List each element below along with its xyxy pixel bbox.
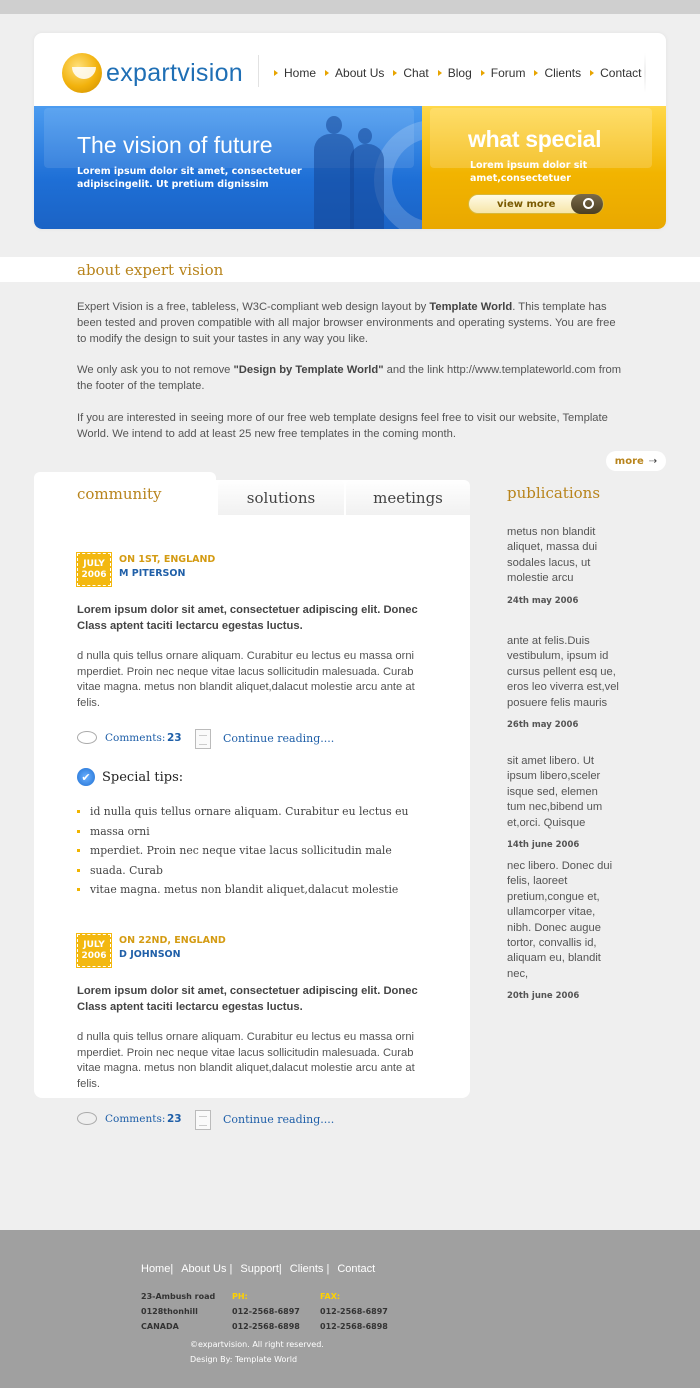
- continue-reading-link[interactable]: Continue reading....: [223, 732, 335, 745]
- comment-icon: [77, 731, 97, 744]
- comment-icon: [77, 1112, 97, 1125]
- brand-name: expartvision: [106, 58, 243, 87]
- arrow-icon: [274, 70, 278, 76]
- date-stamp: JULY 2006: [77, 553, 111, 586]
- list-item: suada. Curab: [77, 861, 437, 881]
- hero-banner: [34, 106, 666, 229]
- banner-title: The vision of future: [77, 132, 273, 158]
- footer-link-contact[interactable]: Contact: [337, 1263, 376, 1275]
- top-strip: [0, 0, 700, 14]
- list-item: massa orni: [77, 822, 437, 842]
- tab-solutions[interactable]: solutions: [218, 480, 344, 515]
- publication-item[interactable]: sit amet libero. Ut ipsum libero,sceler isque sed, elemen tum nec,bibend um et,orci. Quisque 14th june 2006: [507, 754, 619, 850]
- footer-link-home[interactable]: Home|: [141, 1263, 174, 1275]
- special-text: Lorem ipsum dolor sit amet,consectetuer: [470, 160, 588, 184]
- comments-link[interactable]: Comments:: [105, 732, 166, 744]
- about-paragraph: Expert Vision is a free, tableless, W3C-compliant web design layout by Template World. This template has been tested and proven compatible with all major browser environments and operating systems. You are free to modify the design to suit your tastes in any way you like.: [77, 301, 616, 345]
- arrow-icon: [590, 70, 594, 76]
- nav-home[interactable]: Home: [274, 66, 316, 80]
- post-lead: Lorem ipsum dolor sit amet, consectetuer adipiscing elit. Donec Class aptent taciti lectarcu egestas luctus.: [77, 985, 418, 1013]
- nav-blog[interactable]: Blog: [438, 66, 472, 80]
- footer-address: 23-Ambush road 0128thonhill CANADA: [141, 1292, 216, 1331]
- post-meta: [77, 1110, 432, 1130]
- tab-meetings[interactable]: meetings: [346, 480, 470, 515]
- logo-icon: [62, 53, 102, 93]
- post-author[interactable]: M PITERSON: [119, 568, 186, 579]
- comments-count: 23: [167, 1113, 182, 1125]
- post-body: d nulla quis tellus ornare aliquam. Curabitur eu lectus eu massa orni mperdiet. Proin nec neque vitae lacus sollicitudin malesuada. Curab vitae magna. metus non blandit aliquet,dalacut molestie arcu ante at felis.: [77, 1031, 415, 1090]
- publication-item[interactable]: nec libero. Donec dui felis, laoreet pretium,congue et, ullamcorper vitae, nibh. Donec augue tortor, convallis id, aliquam eu, blandit nec, 20th june 2006: [507, 859, 619, 1001]
- footer-link-about-us[interactable]: About Us |: [181, 1263, 233, 1275]
- continue-reading-link[interactable]: Continue reading....: [223, 1113, 335, 1126]
- banner-vision: [34, 106, 422, 229]
- arrow-icon: [393, 70, 397, 76]
- footer-nav: [141, 1263, 383, 1275]
- publications-title: publications: [507, 484, 601, 502]
- footer-link-support[interactable]: Support|: [240, 1263, 282, 1275]
- arrow-icon: [534, 70, 538, 76]
- document-icon: [195, 1110, 211, 1130]
- publication-date: 26th may 2006: [507, 720, 579, 731]
- about-title: about expert vision: [77, 261, 224, 279]
- arrow-icon: [481, 70, 485, 76]
- special-tips-header: [77, 768, 183, 786]
- main-nav: [274, 66, 650, 80]
- badge-check-icon: ✔: [77, 768, 95, 786]
- nav-clients[interactable]: Clients: [534, 66, 581, 80]
- publication-item[interactable]: ante at felis.Duis vestibulum, ipsum id cursus pellent esq ue, eros leo viverra est,vel posuere felis mauris 26th may 2006: [507, 635, 619, 731]
- search-icon: [571, 194, 603, 214]
- publication-date: 20th june 2006: [507, 991, 580, 1002]
- special-tips-list: [77, 802, 437, 900]
- post-author[interactable]: D JOHNSON: [119, 949, 181, 960]
- post-lead: Lorem ipsum dolor sit amet, consectetuer adipiscing elit. Donec Class aptent taciti lectarcu egestas luctus.: [77, 604, 418, 632]
- view-more-button[interactable]: view more: [468, 194, 604, 214]
- tab-community[interactable]: community: [34, 472, 216, 515]
- footer-phone: PH: 012-2568-6897 012-2568-6898: [232, 1292, 300, 1331]
- nav-chat[interactable]: Chat: [393, 66, 428, 80]
- about-paragraph: We only ask you to not remove "Design by Template World" and the link http://www.templateworld.com from the footer of the template.: [77, 364, 622, 392]
- footer: [0, 1230, 700, 1388]
- post-location: ON 1ST, ENGLAND: [119, 554, 216, 565]
- logo[interactable]: [62, 53, 243, 93]
- banner-special: [422, 106, 666, 229]
- person-silhouette: [348, 128, 384, 229]
- arrow-icon: [438, 70, 442, 76]
- list-item: vitae magna. metus non blandit aliquet,dalacut molestie: [77, 880, 437, 900]
- date-stamp: JULY 2006: [77, 934, 111, 967]
- divider: [644, 53, 646, 93]
- nav-contact[interactable]: Contact: [590, 66, 641, 80]
- post-body: d nulla quis tellus ornare aliquam. Curabitur eu lectus eu massa orni mperdiet. Proin nec neque vitae lacus sollicitudin malesuada. Curab vitae magna. metus non blandit aliquet,dalacut molestie arcu ante at felis.: [77, 650, 415, 709]
- comments-count: 23: [167, 732, 182, 744]
- arrow-right-icon: ⇢: [648, 455, 658, 467]
- about-paragraph: If you are interested in seeing more of our free web template designs feel free to visit our website, Template World. We intend to add at least 25 new free templates in the coming month.: [77, 412, 608, 440]
- footer-copyright: ©expartvision. All right reserved. Design By: Template World: [190, 1337, 324, 1367]
- arrow-icon: [325, 70, 329, 76]
- nav-about-us[interactable]: About Us: [325, 66, 384, 80]
- banner-subtitle: Lorem ipsum dolor sit amet, consectetuer adipiscingelit. Ut pretium dignissim: [77, 166, 302, 190]
- comments-link[interactable]: Comments:: [105, 1113, 166, 1125]
- list-item: id nulla quis tellus ornare aliquam. Curabitur eu lectus eu: [77, 802, 437, 822]
- special-title: what special: [468, 126, 602, 152]
- post-meta: [77, 729, 432, 749]
- footer-fax: FAX: 012-2568-6897 012-2568-6898: [320, 1292, 388, 1331]
- publication-date: 14th june 2006: [507, 840, 580, 851]
- design-credit: Design By: Template World: [190, 1355, 298, 1364]
- divider: [258, 55, 259, 87]
- nav-forum[interactable]: Forum: [481, 66, 526, 80]
- special-tips-title: Special tips:: [102, 769, 184, 785]
- publication-item[interactable]: metus non blandit aliquet, massa dui sodales lacus, ut molestie arcu 24th may 2006: [507, 525, 619, 606]
- post-location: ON 22ND, ENGLAND: [119, 935, 226, 946]
- footer-link-clients[interactable]: Clients |: [289, 1263, 330, 1275]
- document-icon: [195, 729, 211, 749]
- more-button[interactable]: more ⇢: [606, 451, 666, 471]
- list-item: mperdiet. Proin nec neque vitae lacus sollicitudin male: [77, 841, 437, 861]
- publication-date: 24th may 2006: [507, 595, 579, 606]
